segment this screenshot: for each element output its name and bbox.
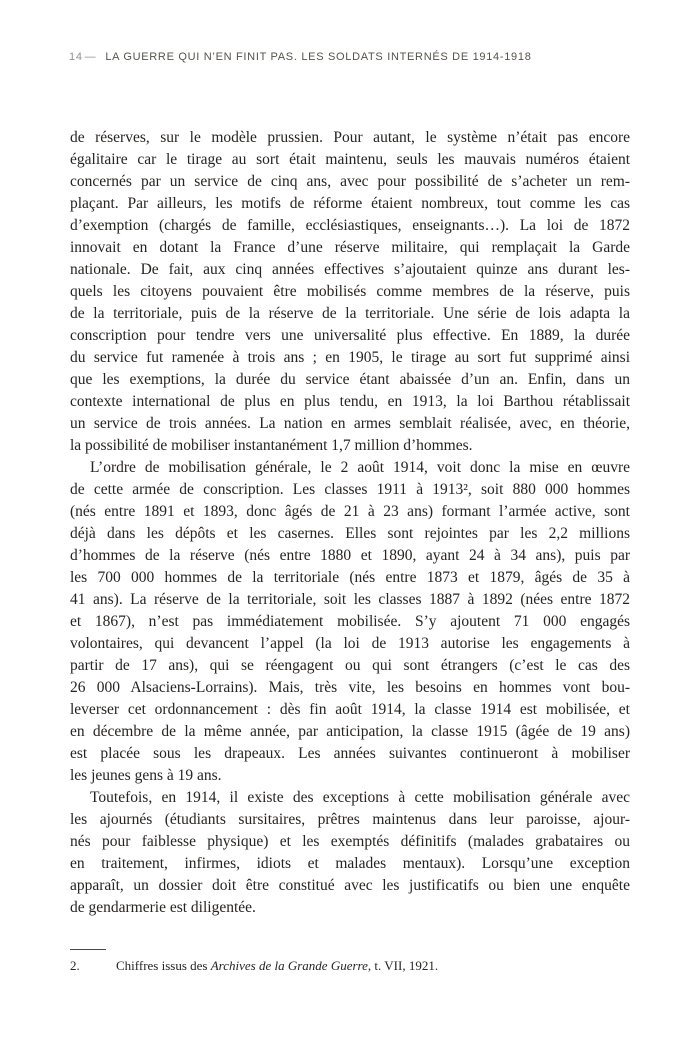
paragraph: [70, 127, 630, 457]
text-line: (nés entre 1891 et 1893, donc âgés de 21 à 23 ans) formant l’armée active, sont: [70, 503, 630, 520]
text-line: 41 ans). La réserve de la territoriale, soit les classes 1887 à 1892 (nées entre 1872: [70, 591, 630, 608]
text-line: apparaît, un dossier doit être constitué avec les justificatifs ou bien une enquête: [70, 877, 630, 894]
text-line: quels les citoyens pouvaient être mobilisés comme membres de la réserve, puis: [70, 283, 630, 300]
text-line: du service fut ramenée à trois ans ; en 1905, le tirage au sort fut supprimé ainsi: [70, 349, 630, 366]
text-line: d’exemption (chargés de famille, ecclésiastiques, enseignants…). La loi de 1872: [70, 217, 630, 234]
footnote-number: 2.: [70, 958, 80, 973]
text-line: un service de trois années. La nation en armes semblait réalisée, avec, en théorie,: [70, 415, 630, 432]
text-line: que les exemptions, la durée du service étant abaissée d’un an. Enfin, dans un: [70, 371, 630, 388]
footnote-text-before: Chiffres issus des: [116, 958, 211, 973]
text-line: et 1867), n’est pas immédiatement mobilisée. S’y ajoutent 71 000 engagés: [70, 613, 630, 630]
text-line: de réserves, sur le modèle prussien. Pour autant, le système n’était pas encore: [70, 129, 630, 146]
page-number: 14: [69, 51, 83, 63]
footnote-text-after: , t. VII, 1921.: [367, 958, 439, 973]
text-line: partir de 17 ans), qui se réengagent ou qui sont étrangers (c’est le cas des: [70, 657, 630, 674]
body-text: [70, 127, 630, 919]
text-line: conscription pour tendre vers une universalité plus effective. En 1889, la durée: [70, 327, 630, 344]
paragraph: [70, 457, 630, 787]
text-line: les 700 000 hommes de la territoriale (nés entre 1873 et 1879, âgés de 35 à: [70, 569, 630, 586]
text-line: en traitement, infirmes, idiots et malades mentaux). Lorsqu’une exception: [70, 855, 630, 872]
text-line: L’ordre de mobilisation générale, le 2 août 1914, voit donc la mise en œuvre: [90, 459, 630, 476]
running-title: LA GUERRE QUI N’EN FINIT PAS. LES SOLDATS INTERNÉS DE 1914-1918: [105, 51, 532, 63]
footnote-work-title: Archives de la Grande Guerre: [210, 958, 368, 973]
text-line: la possibilité de mobiliser instantanément 1,7 million d’hommes.: [70, 437, 473, 454]
text-line: volontaires, qui devancent l’appel (la loi de 1913 autorise les engagements à: [70, 635, 630, 652]
text-line: les jeunes gens à 19 ans.: [70, 767, 222, 784]
text-line: est placée sous les drapeaux. Les années suivantes continueront à mobiliser: [70, 745, 630, 762]
text-line: 26 000 Alsaciens-Lorrains). Mais, très vite, les besoins en hommes vont bou-: [70, 679, 630, 696]
text-line: contexte international de plus en plus tendu, en 1913, la loi Barthou rétablissait: [70, 393, 630, 410]
footnote: [70, 957, 630, 975]
header-dash: —: [84, 51, 97, 63]
text-line: les ajournés (étudiants sursitaires, prêtres maintenus dans leur paroisse, ajour-: [70, 811, 630, 828]
text-line: leverser cet ordonnancement : dès fin août 1914, la classe 1914 est mobilisée, et: [70, 701, 630, 718]
text-line: concernés par un service de cinq ans, avec pour possibilité de s’acheter un rem-: [70, 173, 630, 190]
text-line: nés pour faiblesse physique) et les exemptés définitifs (malades grabataires ou: [70, 833, 630, 850]
text-line: innovait en dotant la France d’une réserve militaire, qui remplaçait la Garde: [70, 239, 630, 256]
running-header: [69, 51, 649, 63]
text-line: égalitaire car le tirage au sort était maintenu, seuls les mauvais numéros étaient: [70, 151, 630, 168]
text-line: de gendarmerie est diligentée.: [70, 899, 256, 916]
text-line: déjà dans les dépôts et les casernes. Elles sont rejointes par les 2,2 millions: [70, 525, 630, 542]
text-line: de la territoriale, puis de la réserve de la territoriale. Une série de lois adapta la: [70, 305, 630, 322]
text-line: d’hommes de la réserve (nés entre 1880 et 1890, ayant 24 à 34 ans), puis par: [70, 547, 630, 564]
text-line: nationale. De fait, aux cinq années effectives s’ajoutaient quinze ans durant les-: [70, 261, 630, 278]
text-line: en décembre de la même année, par anticipation, la classe 1915 (âgée de 19 ans): [70, 723, 630, 740]
footnote-rule: [70, 949, 106, 950]
text-line: Toutefois, en 1914, il existe des exceptions à cette mobilisation générale avec: [90, 789, 630, 806]
paragraph: [70, 787, 630, 919]
text-line: plaçant. Par ailleurs, les motifs de réforme étaient nombreux, tout comme les cas: [70, 195, 630, 212]
text-line: de cette armée de conscription. Les classes 1911 à 1913², soit 880 000 hommes: [70, 481, 630, 498]
